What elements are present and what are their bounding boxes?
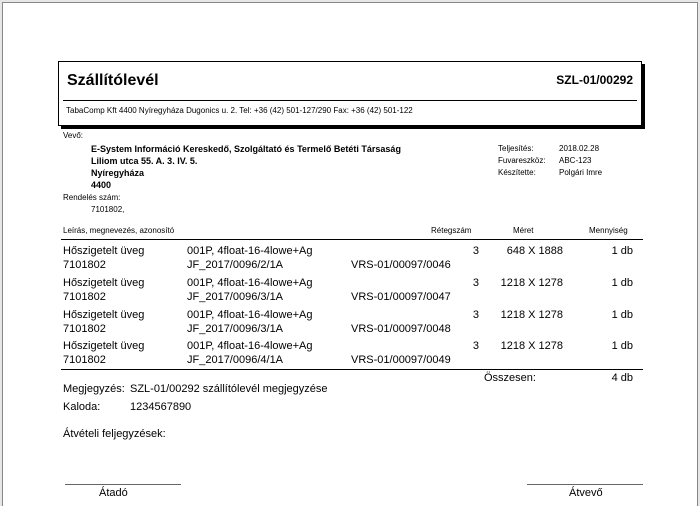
total-label: Összesen:: [484, 372, 536, 384]
row-reference: JF_2017/0096/3/1A: [187, 291, 284, 303]
row-size: 1218 X 1278: [500, 309, 563, 321]
document-title: Szállítólevél: [67, 72, 159, 89]
total-value: 4 db: [611, 372, 633, 384]
column-header-layers: Rétegszám: [431, 226, 472, 235]
row-order-number: 7101802: [63, 259, 106, 271]
row-order-number: 7101802: [63, 291, 106, 303]
row-vrs-code: VRS-01/00097/0046: [351, 259, 451, 271]
order-label: Rendelés szám:: [63, 193, 121, 202]
column-header-size: Méret: [513, 226, 534, 235]
order-number: 7101802,: [91, 205, 125, 214]
buyer-city: Nyíregyháza: [91, 168, 145, 178]
row-reference: JF_2017/0096/3/1A: [187, 323, 284, 335]
row-spec: 001P, 4float-16-4lowe+Ag: [187, 277, 313, 289]
remark-label: Megjegyzés:: [63, 383, 125, 395]
header-divider: [63, 100, 637, 101]
info-value-prepared-by: Polgári Imre: [559, 168, 603, 177]
row-size: 648 X 1888: [506, 245, 563, 257]
row-reference: JF_2017/0096/2/1A: [187, 259, 284, 271]
column-header-description: Leírás, megnevezés, azonosító: [63, 226, 175, 235]
company-line: TabaComp Kft 4400 Nyíregyháza Dugonics u. 2. Tel: +36 (42) 501-127/290 Fax: +36 (42) 501-122: [66, 106, 413, 115]
table-header-divider: [61, 239, 643, 240]
document-page: [2, 2, 698, 506]
giver-signature-label: Átadó: [99, 487, 128, 499]
row-vrs-code: VRS-01/00097/0049: [351, 354, 451, 366]
buyer-label: Vevő:: [63, 131, 84, 140]
row-quantity: 1 db: [611, 245, 633, 257]
table-total-divider: [61, 369, 643, 370]
giver-signature-line: [65, 484, 181, 485]
row-product-name: Hőszigetelt üveg: [63, 245, 145, 257]
info-label-vehicle: Fuvareszköz:: [498, 156, 546, 165]
kaloda-value: 1234567890: [130, 401, 192, 413]
row-vrs-code: VRS-01/00097/0048: [351, 323, 451, 335]
info-label-completion: Teljesítés:: [498, 144, 534, 153]
buyer-street: Liliom utca 55. A. 3. IV. 5.: [91, 156, 198, 166]
row-vrs-code: VRS-01/00097/0047: [351, 291, 451, 303]
row-quantity: 1 db: [611, 277, 633, 289]
kaloda-label: Kaloda:: [63, 401, 101, 413]
row-spec: 001P, 4float-16-4lowe+Ag: [187, 340, 313, 352]
receipt-notes-label: Átvételi feljegyzések:: [63, 428, 166, 440]
row-order-number: 7101802: [63, 354, 106, 366]
header-box: [58, 61, 642, 126]
info-value-vehicle: ABC-123: [559, 156, 592, 165]
info-value-completion: 2018.02.28: [559, 144, 600, 153]
row-reference: JF_2017/0096/4/1A: [187, 354, 284, 366]
row-layers: 3: [472, 245, 479, 257]
info-label-prepared-by: Készítette:: [498, 168, 536, 177]
row-order-number: 7101802: [63, 323, 106, 335]
document-number: SZL-01/00292: [556, 73, 633, 87]
row-quantity: 1 db: [611, 340, 633, 352]
row-spec: 001P, 4float-16-4lowe+Ag: [187, 309, 313, 321]
row-product-name: Hőszigetelt üveg: [63, 309, 145, 321]
receiver-signature-label: Átvevő: [569, 487, 603, 499]
row-quantity: 1 db: [611, 309, 633, 321]
row-layers: 3: [472, 277, 479, 289]
row-layers: 3: [472, 309, 479, 321]
column-header-quantity: Mennyiség: [589, 226, 628, 235]
row-layers: 3: [472, 340, 479, 352]
remark-value: SZL-01/00292 szállítólevél megjegyzése: [130, 383, 328, 395]
buyer-zip: 4400: [91, 180, 112, 190]
buyer-name: E-System Információ Kereskedő, Szolgáltató és Termelő Betéti Társaság: [91, 144, 401, 154]
row-size: 1218 X 1278: [500, 340, 563, 352]
row-size: 1218 X 1278: [500, 277, 563, 289]
receiver-signature-line: [527, 484, 643, 485]
row-product-name: Hőszigetelt üveg: [63, 340, 145, 352]
row-product-name: Hőszigetelt üveg: [63, 277, 145, 289]
row-spec: 001P, 4float-16-4lowe+Ag: [187, 245, 313, 257]
